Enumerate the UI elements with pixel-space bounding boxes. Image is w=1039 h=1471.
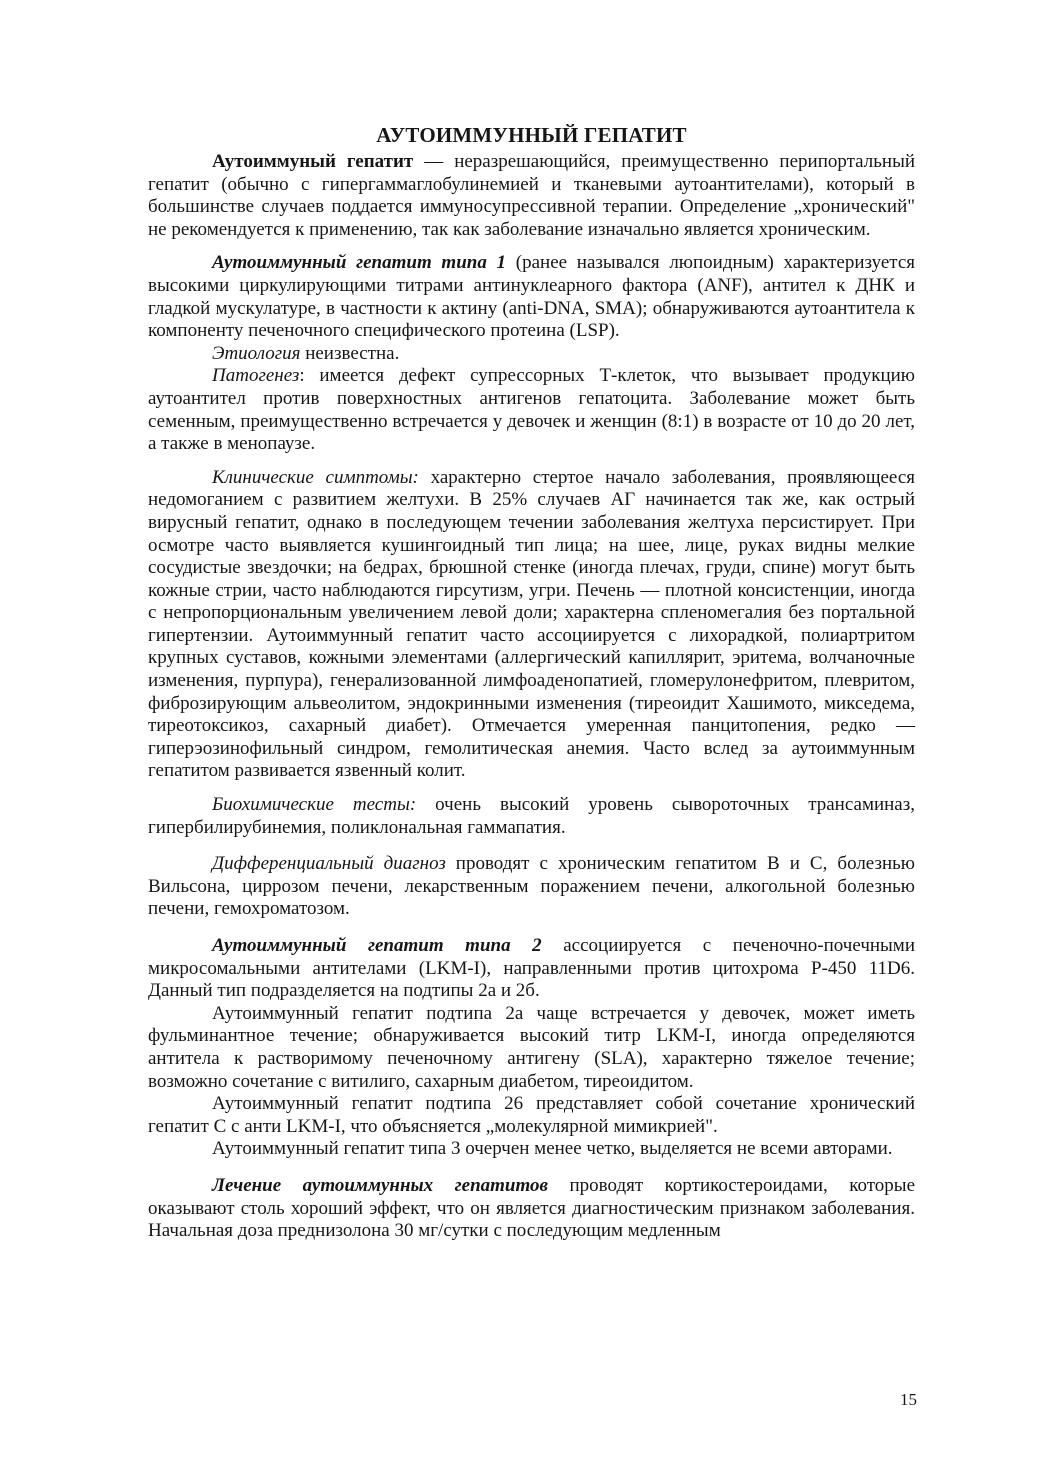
term-differential-diagnosis: Дифференциальный диагноз — [212, 853, 446, 875]
page-title: АУТОИММУННЫЙ ГЕПАТИТ — [376, 123, 687, 147]
paragraph-text: ассоциируется с печеночно-почечными микросомальными антителами (LKM-I), направленными против цитохрома Р-450 11D6. Данный тип подразделяется на подтипы 2а и 2б. — [148, 935, 915, 1002]
paragraph-clinical-symptoms — [148, 467, 915, 783]
paragraph-subtype-2a: Аутоиммунный гепатит подтипа 2а чаще встречается у девочек, может иметь фульминантное течение; обнаруживается высокий титр LKM-I, иногда определяются антитела к растворимому печеночному антигену (SLA), характерно тяжелое течение; возможно сочетание с витилиго, сахарным диабетом, тиреоидитом. — [148, 1002, 915, 1092]
paragraph-definition — [148, 151, 915, 241]
page-body — [148, 122, 915, 1243]
term-etiology: Этиология — [212, 342, 301, 364]
term-autoimmune-hepatitis: Аутоиммуный гепатит — [212, 151, 414, 172]
paragraph-type-2 — [148, 935, 915, 1003]
paragraph-text: неизвестна. — [300, 342, 400, 364]
paragraph-biochemical-tests — [148, 794, 915, 839]
term-type-2: Аутоиммунный гепатит типа 2 — [212, 935, 542, 956]
term-type-1: Аутоиммунный гепатит типа 1 — [212, 252, 507, 274]
paragraph-text: очень высокий уровень сывороточных трансаминаз, гипербилирубинемия, поликлональная гаммапатия. — [148, 794, 915, 838]
paragraph-etiology — [148, 343, 915, 366]
term-biochemical-tests: Биохимические тесты: — [212, 794, 417, 816]
paragraph-text: (ранее назывался люпоидным) характеризуется высокими циркулирующими титрами антинуклеарного фактора (ANF), антител к ДНК и гладкой мускулатуре, в частности к актину (anti-DNA, SMA); обнаруживаются аутоантитела к компоненту печеночного специфического протеина (LSP). — [148, 252, 915, 342]
page-number: 15 — [900, 1390, 917, 1409]
paragraph-text: : имеется дефект супрессорных Т-клеток, что вызывает продукцию аутоантител против поверхностных антигенов гепатоцита. Заболевание может быть семенным, преимущественно встречается у девочек и женщин (8:1) в возрасте от 10 до 20 лет, а также в менопаузе. — [148, 365, 915, 455]
paragraph-type-1 — [148, 252, 915, 342]
paragraph-text: характерно стертое начало заболевания, проявляющееся недомоганием с развитием желтухи. В 25% случаев АГ начинается так же, как острый вирусный гепатит, однако в последующем течении заболевания желтуха персистирует. При осмотре часто выявляется кушингоидный тип лица; на шее, лице, руках видны мелкие сосудистые звездочки; на бедрах, брюшной стенке (иногда плечах, груди, спине) могут быть кожные стрии, часто наблюдаются гирсутизм, угри. Печень — плотной консистенции, иногда с непропорциональным увеличением левой доли; характерна спленомегалия без портальной гипертензии. Аутоиммунный гепатит часто ассоциируется с лихорадкой, полиартритом крупных суставов, кожными элементами (аллергический капиллярит, эритема, волчаночные изменения, пурпура), генерализованной лимфоаденопатией, гломерулонефритом, плевритом, фиброзирующим альвеолитом, эндокринными изменения (тиреоидит Хашимото, микседема, тиреотоксикоз, сахарный диабет). Отмечается умеренная панцитопения, редко — гиперэозинофильный синдром, гемолитическая анемия. Часто вслед за аутоиммунным гепатитом развивается язвенный колит. — [148, 466, 915, 782]
paragraph-differential-diagnosis — [148, 853, 915, 921]
paragraph-text: — неразрешающийся, преимущественно перипортальный гепатит (обычно с гипергаммаглобулинемией и тканевыми аутоантителами), который в большинстве случаев поддается иммуносупрессивной терапии. Определение „хронический" не рекомендуется к применению, так как заболевание изначально является хроническим. — [148, 151, 915, 240]
paragraph-text: проводят кортикостероидами, которые оказывают столь хороший эффект, что он является диагностическим признаком заболевания. Начальная доза преднизолона 30 мг/сутки с последующим медленным — [148, 1174, 915, 1242]
paragraph-text: проводят с хроническим гепатитом В и С, болезнью Вильсона, циррозом печени, лекарственным поражением печени, алкогольной болезнью печени, гемохроматозом. — [148, 853, 915, 920]
paragraph-subtype-2b: Аутоиммунный гепатит подтипа 26 представляет собой сочетание хронический гепатит С с анти LKM-I, что объясняется „молекулярной мимикрией". — [148, 1093, 915, 1137]
term-clinical-symptoms: Клинические симптомы: — [212, 466, 419, 488]
paragraph-pathogenesis — [148, 365, 915, 455]
term-treatment: Лечение аутоиммунных гепатитов — [212, 1174, 549, 1196]
term-pathogenesis: Патогенез — [212, 365, 300, 387]
paragraph-type-3: Аутоиммунный гепатит типа 3 очерчен менее четко, выделяется не всеми авторами. — [212, 1138, 893, 1160]
paragraph-treatment — [148, 1175, 915, 1243]
